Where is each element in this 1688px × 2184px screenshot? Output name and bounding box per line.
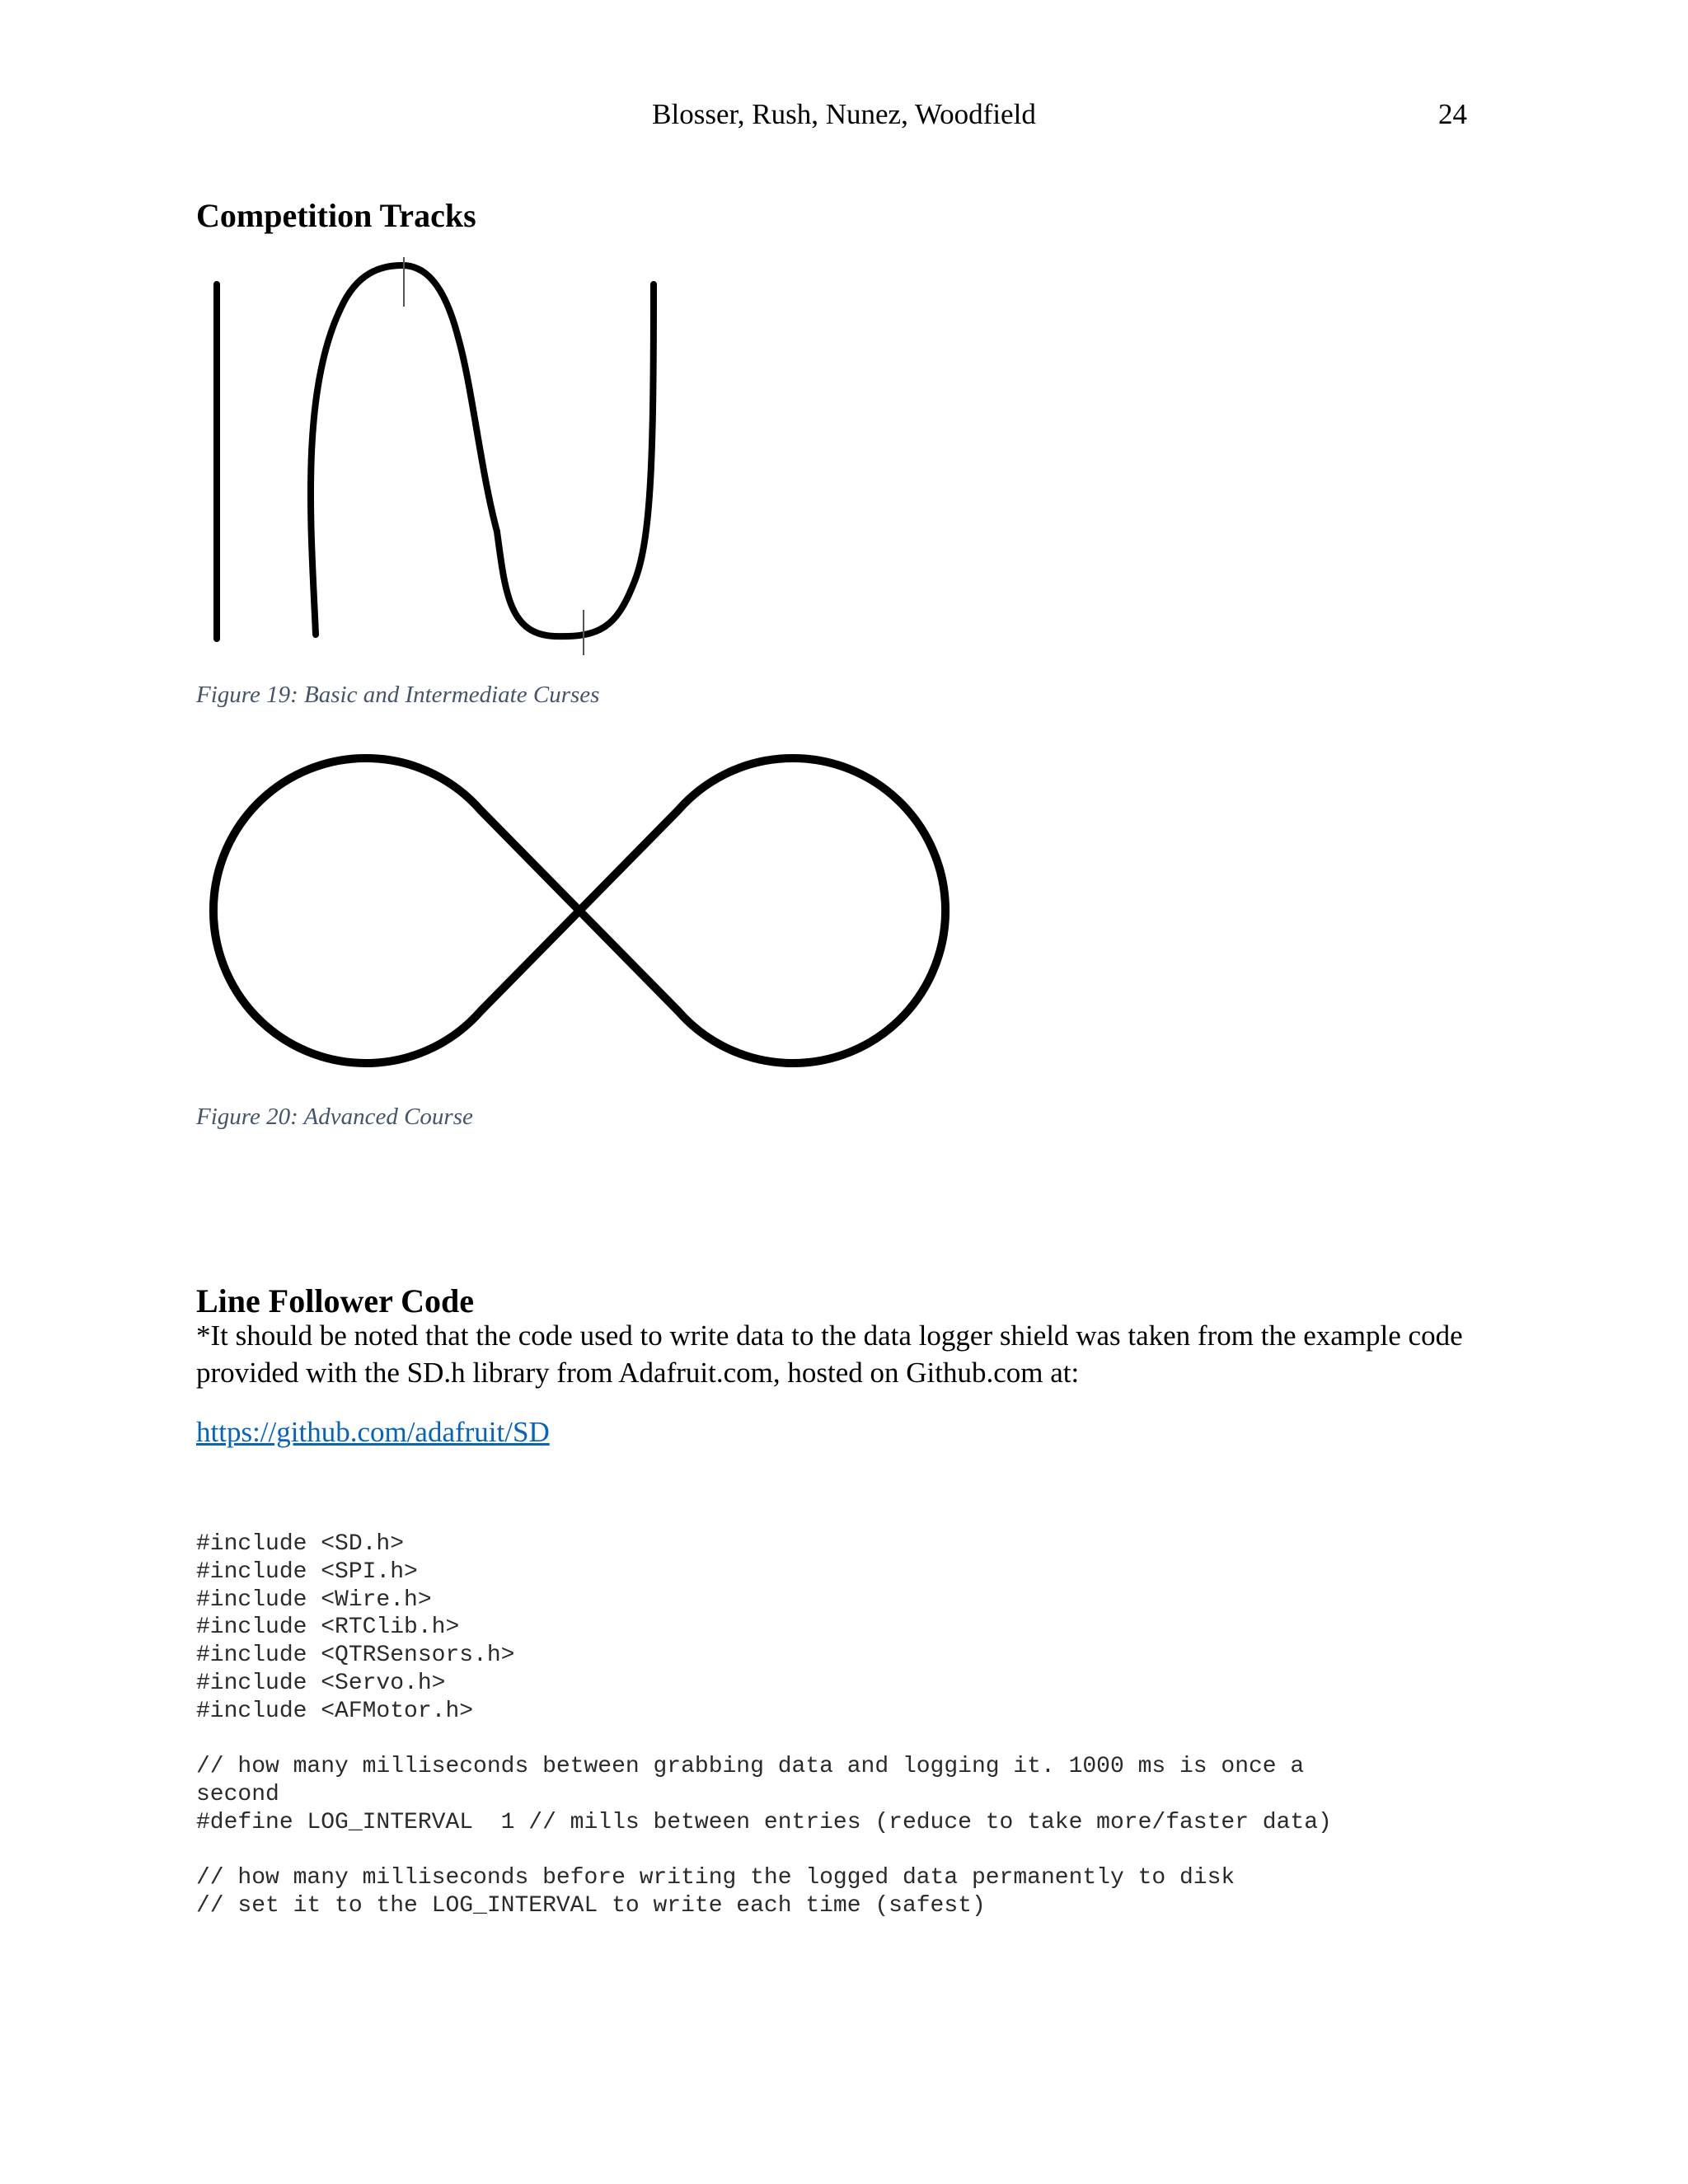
section-heading-competition-tracks: Competition Tracks bbox=[196, 197, 476, 234]
figure-19-track-drawing bbox=[196, 247, 724, 668]
code-line: #define LOG_INTERVAL 1 // mills between entries (reduce to take more/faster data) bbox=[196, 1809, 1332, 1835]
code-line: #include <Servo.h> bbox=[196, 1670, 446, 1696]
code-line: second bbox=[196, 1781, 279, 1807]
code-line: #include <QTRSensors.h> bbox=[196, 1643, 515, 1668]
code-line: #include <SPI.h> bbox=[196, 1558, 418, 1585]
code-line: #include <RTClib.h> bbox=[196, 1615, 460, 1641]
section-heading-line-follower-code: Line Follower Code bbox=[196, 1282, 475, 1319]
page-number: 24 bbox=[1438, 98, 1467, 130]
attribution-note: *It should be noted that the code used to write data to the data logger shield was taken from the example code provided with the SD.h library from Adafruit.com, hosted on Github.com at: bbox=[196, 1319, 1463, 1389]
running-head-authors: Blosser, Rush, Nunez, Woodfield bbox=[652, 98, 1036, 130]
code-line bbox=[196, 1836, 1482, 1864]
figure-20-caption: Figure 20: Advanced Course bbox=[196, 1104, 473, 1130]
figure-20-track-drawing bbox=[196, 746, 971, 1084]
figure-20-figure-eight-track bbox=[213, 758, 945, 1063]
code-line: #include <Wire.h> bbox=[196, 1586, 432, 1613]
code-listing bbox=[196, 1530, 1482, 1920]
figure-19-caption: Figure 19: Basic and Intermediate Curses bbox=[196, 682, 600, 708]
code-line: // set it to the LOG_INTERVAL to write each time (safest) bbox=[196, 1892, 986, 1919]
github-link[interactable]: https://github.com/adafruit/SD bbox=[196, 1416, 550, 1448]
code-line: // how many milliseconds between grabbing data and logging it. 1000 ms is once a bbox=[196, 1754, 1305, 1779]
figure-19-curved-track bbox=[311, 265, 654, 636]
code-line bbox=[196, 1725, 1482, 1753]
code-line: // how many milliseconds before writing the logged data permanently to disk bbox=[196, 1865, 1236, 1891]
code-line: #include <AFMotor.h> bbox=[196, 1698, 474, 1724]
code-line: #include <SD.h> bbox=[196, 1531, 405, 1557]
